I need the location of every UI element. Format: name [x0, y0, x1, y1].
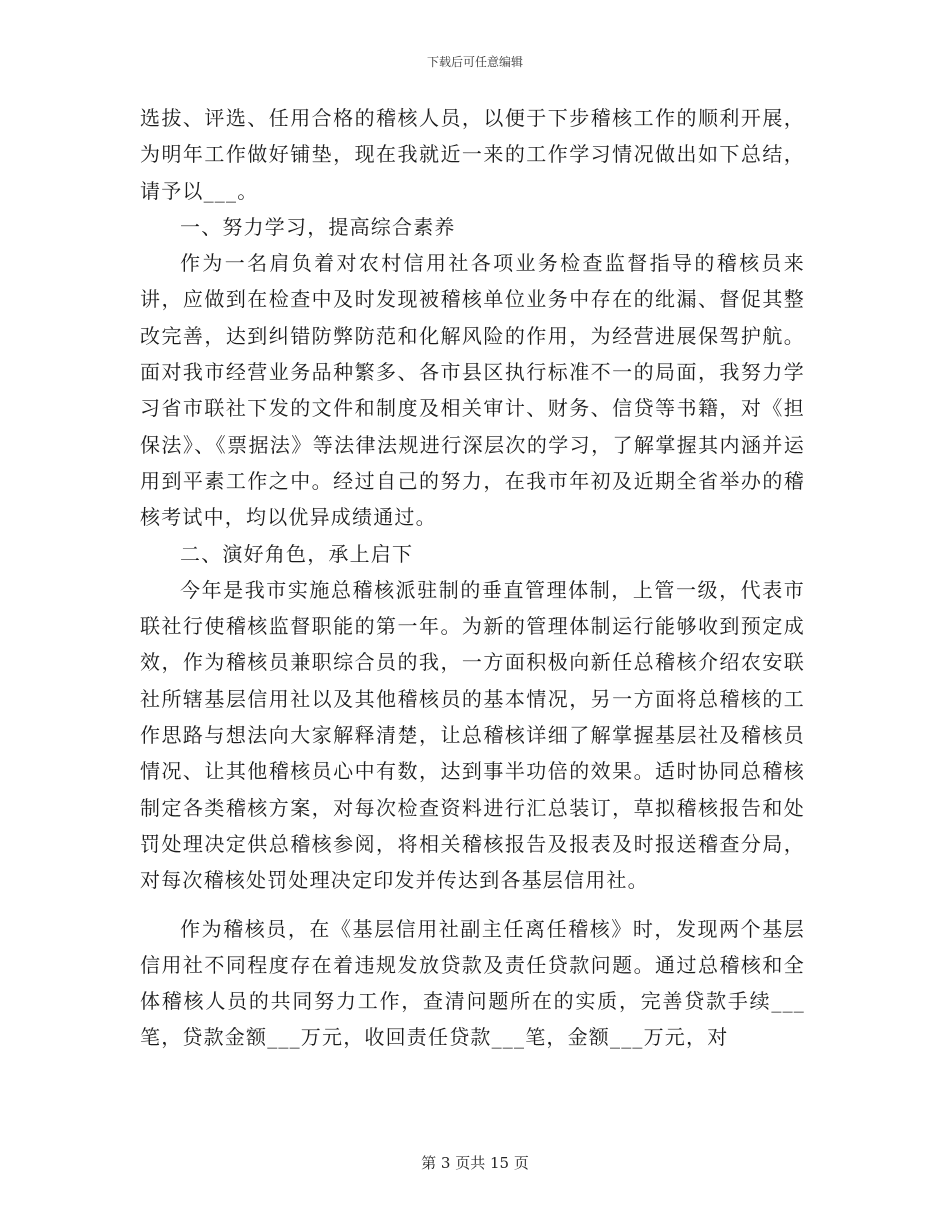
page-number: 第 3 页共 15 页 — [421, 1154, 529, 1172]
document-body — [140, 100, 805, 1056]
paragraph-continuation: 选拔、评选、任用合格的稽核人员，以便于下步稽核工作的顺利开展，为明年工作做好铺垫，现在我就近一来的工作学习情况做出如下总结，请予以___。 — [140, 106, 805, 203]
paragraph-audit: 作为稽核员，在《基层信用社副主任离任稽核》时，发现两个基层信用社不同程度存在着违规发放贷款及责任贷款问题。通过总稽核和全体稽核人员的共同努力工作，查清问题所在的实质，完善贷款手续___笔，贷款金额___万元，收回责任贷款___笔，金额___万元，对 — [140, 916, 805, 1050]
paragraph-study: 作为一名肩负着对农村信用社各项业务检查监督指导的稽核员来讲，应做到在检查中及时发现被稽核单位业务中存在的纰漏、督促其整改完善，达到纠错防弊防范和化解风险的作用，为经营进展保驾护航。面对我市经营业务品种繁多、各市县区执行标准不一的局面，我努力学习省市联社下发的文件和制度及相关审计、财务、信贷等书籍，对《担保法》、《票据法》等法律法规进行深层次的学习，了解掌握其内涵并运用到平素工作之中。经过自己的努力，在我市年初及近期全省举办的稽核考试中，均以优异成绩通过。 — [140, 251, 805, 530]
section-heading-1: 一、努力学习，提高综合素养 — [180, 214, 456, 239]
section-heading-2: 二、演好角色，承上启下 — [180, 541, 414, 566]
paragraph-role: 今年是我市实施总稽核派驻制的垂直管理体制，上管一级，代表市联社行使稽核监督职能的第一年。为新的管理体制运行能够收到预定成效，作为稽核员兼职综合员的我，一方面积极向新任总稽核介绍农安联社所辖基层信用社以及其他稽核员的基本情况，另一方面将总稽核的工作思路与想法向大家解释清楚，让总稽核详细了解掌握基层社及稽核员情况、让其他稽核员心中有数，达到事半功倍的效果。适时协同总稽核制定各类稽核方案，对每次检查资料进行汇总装订，草拟稽核报告和处罚处理决定供总稽核参阅，将相关稽核报告及报表及时报送稽查分局，对每次稽核处罚处理决定印发并传达到各基层信用社。 — [140, 577, 805, 893]
page-header-note: 下载后可任意编辑 — [426, 55, 523, 69]
